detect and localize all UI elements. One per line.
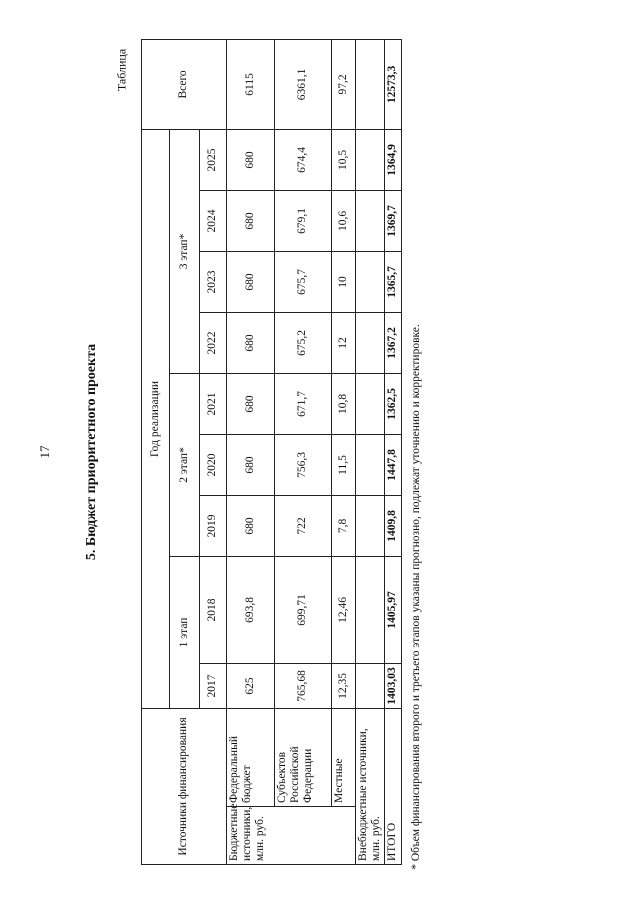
table-cell-total: 97,2 xyxy=(332,39,356,129)
table-cell: 756,3 xyxy=(275,434,332,495)
row-label-subjects: Субъектов Российской Федерации xyxy=(275,708,332,806)
table-cell: 11,5 xyxy=(332,434,356,495)
table-cell-total: 6361,1 xyxy=(275,39,332,129)
table-cell: 10,6 xyxy=(332,190,356,251)
row-label-federal: Федеральный бюджет xyxy=(227,708,275,806)
table-cell-empty xyxy=(356,129,385,190)
table-cell: 10 xyxy=(332,251,356,312)
table-cell: 675,7 xyxy=(275,251,332,312)
table-cell-empty xyxy=(356,434,385,495)
header-year-2017: 2017 xyxy=(200,663,227,708)
table-cell: 12,46 xyxy=(332,556,356,663)
header-stage-3: 3 этап* xyxy=(170,129,200,373)
table-cell: 680 xyxy=(227,434,275,495)
header-year-2018: 2018 xyxy=(200,556,227,663)
table-cell-total: 6115 xyxy=(227,39,275,129)
table-row-local xyxy=(332,39,356,864)
header-stage-2: 2 этап* xyxy=(170,373,200,556)
table-cell-empty xyxy=(356,373,385,434)
table-cell-empty xyxy=(356,190,385,251)
table-cell: 722 xyxy=(275,495,332,556)
header-year-2019: 2019 xyxy=(200,495,227,556)
table-cell: 679,1 xyxy=(275,190,332,251)
budget-table xyxy=(141,39,402,865)
row-label-total: ИТОГО xyxy=(385,708,401,864)
row-label-local: Местные xyxy=(332,708,356,806)
table-cell: 680 xyxy=(227,312,275,373)
table-cell: 10,5 xyxy=(332,129,356,190)
header-row-1 xyxy=(142,39,170,864)
table-cell: 680 xyxy=(227,373,275,434)
table-cell: 1362,5 xyxy=(385,373,401,434)
table-cell-empty xyxy=(356,556,385,663)
table-cell: 10,8 xyxy=(332,373,356,434)
table-cell: 671,7 xyxy=(275,373,332,434)
header-year-2021: 2021 xyxy=(200,373,227,434)
table-row-extra-budget xyxy=(356,39,385,864)
table-cell: 680 xyxy=(227,251,275,312)
table-cell: 1409,8 xyxy=(385,495,401,556)
footnote: * Объем финансирования второго и третьего этапов указаны прогнозно, подлежат уточнению и корректировке. xyxy=(410,324,422,870)
table-cell: 680 xyxy=(227,190,275,251)
table-cell-total: 12573,3 xyxy=(385,39,401,129)
table-cell: 680 xyxy=(227,495,275,556)
table-row-federal xyxy=(227,39,275,864)
header-sources: Источники финансирования xyxy=(142,708,227,864)
table-cell: 7,8 xyxy=(332,495,356,556)
table-row-total xyxy=(385,39,401,864)
table-cell: 1403,03 xyxy=(385,663,401,708)
table-cell: 674,4 xyxy=(275,129,332,190)
header-year-2022: 2022 xyxy=(200,312,227,373)
table-row-subjects xyxy=(275,39,332,864)
table-cell: 1369,7 xyxy=(385,190,401,251)
table-cell: 12,35 xyxy=(332,663,356,708)
table-cell-empty xyxy=(356,251,385,312)
table-cell-empty xyxy=(356,663,385,708)
header-year-2024: 2024 xyxy=(200,190,227,251)
budget-table-container xyxy=(141,40,399,865)
header-year-2025: 2025 xyxy=(200,129,227,190)
table-cell: 765,68 xyxy=(275,663,332,708)
table-cell: 1405,97 xyxy=(385,556,401,663)
table-cell: 1365,7 xyxy=(385,251,401,312)
row-label-extra-budget: Внебюджетные источники, млн. руб. xyxy=(356,708,385,864)
table-label: Таблица xyxy=(114,48,129,92)
header-year-group: Год реализации xyxy=(142,129,170,708)
table-cell: 693,8 xyxy=(227,556,275,663)
header-stage-1: 1 этап xyxy=(170,556,200,708)
table-cell: 1367,2 xyxy=(385,312,401,373)
table-cell: 680 xyxy=(227,129,275,190)
table-cell: 699,71 xyxy=(275,556,332,663)
table-cell: 1364,9 xyxy=(385,129,401,190)
table-cell-empty xyxy=(356,312,385,373)
header-year-2023: 2023 xyxy=(200,251,227,312)
table-cell-empty xyxy=(356,495,385,556)
budget-group-label: Бюджетные источники, млн. руб. xyxy=(227,807,356,865)
table-cell: 625 xyxy=(227,663,275,708)
header-year-2020: 2020 xyxy=(200,434,227,495)
table-cell: 12 xyxy=(332,312,356,373)
table-cell: 675,2 xyxy=(275,312,332,373)
table-cell: 1447,8 xyxy=(385,434,401,495)
table-cell-empty xyxy=(356,39,385,129)
header-total: Всего xyxy=(142,39,227,129)
section-title: 5. Бюджет приоритетного проекта xyxy=(84,343,99,561)
page-number: 17 xyxy=(37,445,52,459)
